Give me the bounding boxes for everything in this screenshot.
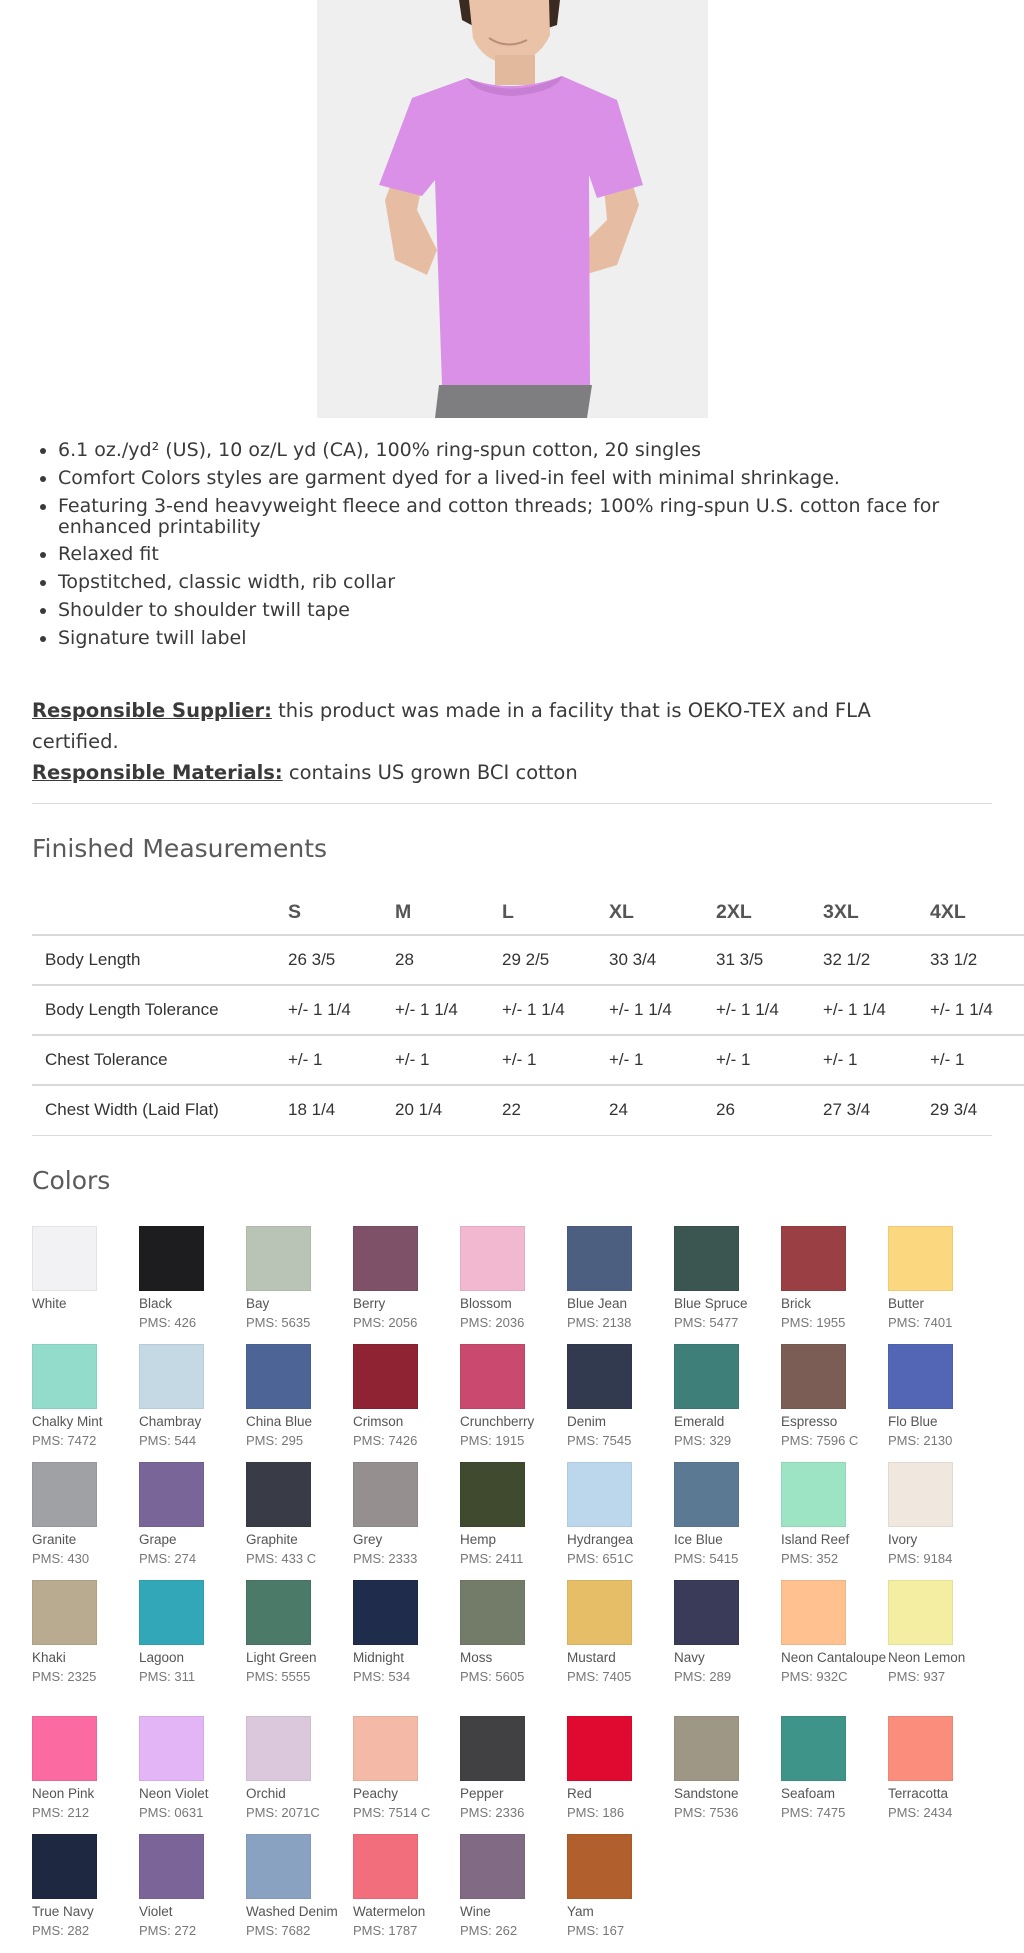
table-row [32, 1085, 1024, 1134]
color-swatch[interactable] [246, 1834, 311, 1899]
color-swatch[interactable] [139, 1226, 204, 1291]
color-pms: PMS: 289 [674, 1669, 732, 1684]
color-pms: PMS: 5635 [246, 1315, 311, 1330]
color-swatch[interactable] [781, 1716, 846, 1781]
color-pms: PMS: 2036 [460, 1315, 525, 1330]
color-pms: PMS: 1955 [781, 1315, 846, 1330]
table-cell: 22 [502, 1085, 609, 1134]
color-swatch-item[interactable] [674, 1580, 781, 1686]
color-name: Neon Cantaloupe [781, 1650, 887, 1665]
color-name: Neon Lemon [888, 1650, 966, 1665]
color-name: Blossom [460, 1296, 512, 1311]
color-swatch-item[interactable] [460, 1834, 567, 1940]
color-pms: PMS: 7426 [353, 1433, 418, 1448]
color-name: Brick [781, 1296, 811, 1311]
color-swatch-item[interactable] [139, 1226, 246, 1332]
color-pms: PMS: 2138 [567, 1315, 632, 1330]
color-swatch[interactable] [567, 1716, 632, 1781]
color-name: Mustard [567, 1650, 616, 1665]
color-swatch-item[interactable] [139, 1580, 246, 1686]
color-pms: PMS: 7472 [32, 1433, 97, 1448]
color-swatch[interactable] [460, 1716, 525, 1781]
color-pms: PMS: 262 [460, 1923, 518, 1938]
color-pms: PMS: 7596 C [781, 1433, 859, 1448]
color-swatch-item[interactable] [781, 1344, 888, 1450]
color-swatch-item[interactable] [460, 1716, 567, 1822]
color-name: Crunchberry [460, 1414, 535, 1429]
color-pms: PMS: 7536 [674, 1805, 739, 1820]
table-row [32, 985, 1024, 1035]
responsible-materials-label: Responsible Materials: [32, 761, 283, 784]
feature-list [32, 440, 1018, 656]
color-swatch-item[interactable] [567, 1580, 674, 1686]
color-swatch-item[interactable] [353, 1226, 460, 1332]
table-cell: +/- 1 [395, 1035, 502, 1085]
color-pms: PMS: 2130 [888, 1433, 953, 1448]
color-swatch[interactable] [460, 1580, 525, 1645]
color-name: Washed Denim [246, 1904, 338, 1919]
color-swatch-item[interactable] [674, 1462, 781, 1568]
table-cell: +/- 1 [930, 1035, 1024, 1085]
color-swatch-item[interactable] [246, 1716, 353, 1822]
responsible-supplier-label: Responsible Supplier: [32, 699, 272, 722]
color-swatch-item[interactable] [353, 1462, 460, 1568]
color-swatch-item[interactable] [888, 1580, 995, 1686]
color-swatch[interactable] [32, 1226, 97, 1291]
color-name: Ice Blue [674, 1532, 723, 1547]
color-swatch-item[interactable] [353, 1580, 460, 1686]
measurements-title: Finished Measurements [32, 834, 328, 863]
color-swatch[interactable] [32, 1716, 97, 1781]
color-swatch-item[interactable] [32, 1580, 139, 1686]
color-pms: PMS: 295 [246, 1433, 304, 1448]
color-swatch[interactable] [139, 1834, 204, 1899]
color-name: Yam [567, 1904, 594, 1919]
responsible-sourcing [32, 695, 932, 788]
color-pms: PMS: 2071C [246, 1805, 320, 1820]
color-name: Ivory [888, 1532, 918, 1547]
color-name: Moss [460, 1650, 493, 1665]
color-swatch-item[interactable] [674, 1716, 781, 1822]
color-pms: PMS: 329 [674, 1433, 732, 1448]
color-swatch[interactable] [353, 1834, 418, 1899]
color-pms: PMS: 212 [32, 1805, 90, 1820]
color-swatch[interactable] [567, 1344, 632, 1409]
table-cell: 24 [609, 1085, 716, 1134]
color-name: Hemp [460, 1532, 497, 1547]
table-row [32, 935, 1024, 985]
color-swatch[interactable] [460, 1834, 525, 1899]
table-cell: +/- 1 1/4 [395, 985, 502, 1035]
feature-item: • 6.1 oz./yd² (US), 10 oz/L yd (CA), 100% ring-spun cotton, 20 singles [58, 440, 1018, 461]
color-pms: PMS: 937 [888, 1669, 946, 1684]
table-cell: +/- 1 1/4 [609, 985, 716, 1035]
color-swatch-item[interactable] [888, 1462, 995, 1568]
feature-item: • Shoulder to shoulder twill tape [58, 600, 1018, 621]
color-pms: PMS: 2411 [460, 1551, 524, 1566]
model-tshirt-illustration [317, 0, 708, 418]
color-pms: PMS: 2333 [353, 1551, 418, 1566]
color-name: Khaki [32, 1650, 66, 1665]
color-pms: PMS: 932C [781, 1669, 848, 1684]
size-header-row [32, 890, 1024, 935]
color-pms: PMS: 1787 [353, 1923, 418, 1938]
color-swatch-item[interactable] [32, 1834, 139, 1940]
color-swatch[interactable] [353, 1462, 418, 1527]
color-swatch-item[interactable] [246, 1580, 353, 1686]
color-swatch[interactable] [246, 1716, 311, 1781]
color-swatch-item[interactable] [460, 1226, 567, 1332]
color-name: Island Reef [781, 1532, 850, 1547]
color-name: Flo Blue [888, 1414, 938, 1429]
feature-item: • Signature twill label [58, 628, 1018, 649]
color-pms: PMS: 2336 [460, 1805, 525, 1820]
color-swatch-item[interactable] [567, 1834, 674, 1940]
color-swatch[interactable] [781, 1462, 846, 1527]
color-swatch[interactable] [781, 1344, 846, 1409]
color-swatch-item[interactable] [781, 1580, 888, 1686]
color-name: China Blue [246, 1414, 313, 1429]
color-name: Espresso [781, 1414, 838, 1429]
color-name: Black [139, 1296, 173, 1311]
color-name: Seafoam [781, 1786, 836, 1801]
table-cell: +/- 1 1/4 [502, 985, 609, 1035]
color-swatch-item[interactable] [567, 1344, 674, 1450]
color-swatch[interactable] [674, 1580, 739, 1645]
color-pms: PMS: 433 C [246, 1551, 317, 1566]
color-pms: PMS: 1915 [460, 1433, 525, 1448]
color-name: Grey [353, 1532, 383, 1547]
table-cell: 18 1/4 [288, 1085, 395, 1134]
table-cell: +/- 1 [609, 1035, 716, 1085]
size-header: S [288, 900, 302, 923]
table-row [32, 1035, 1024, 1085]
color-swatch-item[interactable] [32, 1226, 139, 1313]
color-swatch[interactable] [246, 1226, 311, 1291]
color-pms: PMS: 186 [567, 1805, 625, 1820]
color-pms: PMS: 0631 [139, 1805, 204, 1820]
color-swatch[interactable] [246, 1462, 311, 1527]
color-swatch[interactable] [567, 1580, 632, 1645]
color-name: Violet [139, 1904, 173, 1919]
color-name: Navy [674, 1650, 705, 1665]
color-swatch[interactable] [353, 1716, 418, 1781]
color-name: Midnight [353, 1650, 405, 1665]
color-name: Watermelon [353, 1904, 426, 1919]
color-swatch[interactable] [567, 1226, 632, 1291]
color-swatch-item[interactable] [139, 1716, 246, 1822]
size-header: 2XL [716, 900, 752, 923]
color-swatch[interactable] [888, 1226, 953, 1291]
color-name: Chambray [139, 1414, 202, 1429]
color-pms: PMS: 544 [139, 1433, 197, 1448]
color-swatch[interactable] [674, 1716, 739, 1781]
color-swatch-item[interactable] [460, 1462, 567, 1568]
color-swatch[interactable] [674, 1462, 739, 1527]
size-header: XL [609, 900, 634, 923]
feature-item: • Comfort Colors styles are garment dyed for a lived-in feel with minimal shrinkage. [58, 468, 1018, 489]
table-cell: +/- 1 1/4 [823, 985, 930, 1035]
color-swatch[interactable] [888, 1580, 953, 1645]
feature-item: • Featuring 3-end heavyweight fleece and cotton threads; 100% ring-spun U.S. cotton face for enhanced printability [58, 496, 1018, 538]
size-header: 4XL [930, 900, 966, 923]
color-name: Neon Violet [139, 1786, 209, 1801]
responsible-supplier [32, 695, 932, 757]
color-swatch-item[interactable] [353, 1834, 460, 1940]
color-swatch-item[interactable] [139, 1834, 246, 1940]
color-swatch-item[interactable] [460, 1344, 567, 1450]
color-swatch-item[interactable] [567, 1226, 674, 1332]
color-name: Light Green [246, 1650, 317, 1665]
responsible-supplier-text: this product was made in a facility that is OEKO-TEX and FLA certified. [32, 699, 871, 753]
color-swatch[interactable] [888, 1462, 953, 1527]
color-pms: PMS: 5605 [460, 1669, 525, 1684]
table-cell: 26 3/5 [288, 935, 395, 985]
table-cell: 31 3/5 [716, 935, 823, 985]
color-swatch[interactable] [460, 1462, 525, 1527]
color-pms: PMS: 426 [139, 1315, 197, 1330]
color-pms: PMS: 7405 [567, 1669, 632, 1684]
color-swatch[interactable] [460, 1226, 525, 1291]
color-swatch-item[interactable] [888, 1226, 995, 1332]
table-cell: +/- 1 [716, 1035, 823, 1085]
color-pms: PMS: 7401 [888, 1315, 953, 1330]
table-cell: 33 1/2 [930, 935, 1024, 985]
color-swatch[interactable] [674, 1226, 739, 1291]
color-swatch-item[interactable] [888, 1344, 995, 1450]
color-name: Berry [353, 1296, 386, 1311]
table-cell: +/- 1 [288, 1035, 395, 1085]
color-name: Graphite [246, 1532, 298, 1547]
color-name: White [32, 1296, 67, 1311]
table-cell: 30 3/4 [609, 935, 716, 985]
color-name: Butter [888, 1296, 925, 1311]
color-swatch-item[interactable] [246, 1344, 353, 1450]
color-name: Peachy [353, 1786, 399, 1801]
color-swatch[interactable] [139, 1716, 204, 1781]
color-name: Red [567, 1786, 592, 1801]
color-pms: PMS: 272 [139, 1923, 197, 1938]
size-header-blank [32, 890, 288, 935]
color-swatch[interactable] [460, 1344, 525, 1409]
color-swatch[interactable] [567, 1834, 632, 1899]
color-name: Hydrangea [567, 1532, 634, 1547]
color-pms: PMS: 5555 [246, 1669, 311, 1684]
color-swatch[interactable] [353, 1226, 418, 1291]
color-name: Denim [567, 1414, 607, 1429]
table-cell: +/- 1 [823, 1035, 930, 1085]
table-cell: +/- 1 1/4 [930, 985, 1024, 1035]
color-pms: PMS: 7475 [781, 1805, 846, 1820]
color-swatch[interactable] [888, 1716, 953, 1781]
table-cell: 29 3/4 [930, 1085, 1024, 1134]
color-swatch[interactable] [888, 1344, 953, 1409]
color-swatch[interactable] [139, 1580, 204, 1645]
feature-item: • Topstitched, classic width, rib collar [58, 572, 1018, 593]
color-swatch-item[interactable] [674, 1226, 781, 1332]
color-pms: PMS: 5415 [674, 1551, 739, 1566]
color-swatch-item[interactable] [246, 1226, 353, 1332]
color-name: Crimson [353, 1414, 404, 1429]
color-swatch-item[interactable] [32, 1344, 139, 1450]
color-swatch-item[interactable] [674, 1344, 781, 1450]
colors-title: Colors [32, 1166, 111, 1195]
size-header: 3XL [823, 900, 859, 923]
divider [32, 1135, 992, 1136]
color-swatch[interactable] [32, 1462, 97, 1527]
color-pms: PMS: 274 [139, 1551, 197, 1566]
color-swatch-item[interactable] [353, 1716, 460, 1822]
color-swatch[interactable] [353, 1580, 418, 1645]
color-pms: PMS: 651C [567, 1551, 634, 1566]
color-name: Wine [460, 1904, 491, 1919]
color-name: Sandstone [674, 1786, 739, 1801]
color-pms: PMS: 430 [32, 1551, 90, 1566]
color-name: Lagoon [139, 1650, 185, 1665]
table-cell: 20 1/4 [395, 1085, 502, 1134]
table-cell: 26 [716, 1085, 823, 1134]
color-swatch[interactable] [32, 1580, 97, 1645]
color-swatch-item[interactable] [353, 1344, 460, 1450]
color-name: Emerald [674, 1414, 725, 1429]
color-pms: PMS: 352 [781, 1551, 839, 1566]
color-name: Orchid [246, 1786, 286, 1801]
color-swatch-item[interactable] [139, 1462, 246, 1568]
color-pms: PMS: 534 [353, 1669, 411, 1684]
color-pms: PMS: 9184 [888, 1551, 953, 1566]
measurements-table [32, 890, 1024, 1134]
responsible-materials [32, 757, 932, 788]
color-name: Neon Pink [32, 1786, 95, 1801]
table-cell: +/- 1 [502, 1035, 609, 1085]
color-name: Granite [32, 1532, 77, 1547]
color-pms: PMS: 7545 [567, 1433, 632, 1448]
color-swatch-item[interactable] [246, 1462, 353, 1568]
color-swatch-item[interactable] [781, 1716, 888, 1822]
color-swatch-item[interactable] [781, 1462, 888, 1568]
color-swatch-item[interactable] [139, 1344, 246, 1450]
table-cell: 32 1/2 [823, 935, 930, 985]
product-image [317, 0, 708, 418]
table-cell: +/- 1 1/4 [288, 985, 395, 1035]
color-swatch-item[interactable] [567, 1462, 674, 1568]
color-name: Grape [139, 1532, 177, 1547]
size-header: M [395, 900, 412, 923]
color-swatch-item[interactable] [567, 1716, 674, 1822]
color-pms: PMS: 2325 [32, 1669, 97, 1684]
color-swatch[interactable] [139, 1344, 204, 1409]
color-swatch[interactable] [781, 1226, 846, 1291]
color-name: Terracotta [888, 1786, 949, 1801]
color-swatch[interactable] [674, 1344, 739, 1409]
table-cell: +/- 1 1/4 [716, 985, 823, 1035]
color-pms: PMS: 282 [32, 1923, 90, 1938]
row-label: Chest Tolerance [32, 1035, 288, 1085]
color-pms: PMS: 7514 C [353, 1805, 431, 1820]
color-pms: PMS: 167 [567, 1923, 625, 1938]
color-swatch[interactable] [781, 1580, 846, 1645]
color-name: Blue Spruce [674, 1296, 748, 1311]
color-swatch[interactable] [353, 1344, 418, 1409]
color-swatch[interactable] [246, 1344, 311, 1409]
color-swatch-item[interactable] [781, 1226, 888, 1332]
row-label: Body Length Tolerance [32, 985, 288, 1035]
responsible-materials-text: contains US grown BCI cotton [282, 761, 578, 784]
size-header: L [502, 900, 514, 923]
feature-item: • Relaxed fit [58, 544, 1018, 565]
color-swatch[interactable] [567, 1462, 632, 1527]
divider [32, 803, 992, 804]
table-cell: 28 [395, 935, 502, 985]
color-swatch-item[interactable] [460, 1580, 567, 1686]
color-name: Blue Jean [567, 1296, 628, 1311]
color-swatch[interactable] [32, 1834, 97, 1899]
color-swatch-item[interactable] [32, 1462, 139, 1568]
color-pms: PMS: 2056 [353, 1315, 418, 1330]
row-label: Chest Width (Laid Flat) [32, 1085, 288, 1134]
color-swatch[interactable] [246, 1580, 311, 1645]
table-cell: 29 2/5 [502, 935, 609, 985]
color-pms: PMS: 2434 [888, 1805, 953, 1820]
color-pms: PMS: 5477 [674, 1315, 739, 1330]
color-pms: PMS: 7682 [246, 1923, 311, 1938]
color-swatch-item[interactable] [888, 1716, 995, 1822]
table-cell: 27 3/4 [823, 1085, 930, 1134]
color-pms: PMS: 311 [139, 1669, 196, 1684]
color-swatch-item[interactable] [32, 1716, 139, 1822]
color-swatch[interactable] [139, 1462, 204, 1527]
color-name: Chalky Mint [32, 1414, 103, 1429]
color-swatch[interactable] [32, 1344, 97, 1409]
color-name: True Navy [32, 1904, 94, 1919]
color-swatch-item[interactable] [246, 1834, 353, 1940]
row-label: Body Length [32, 935, 288, 985]
color-name: Bay [246, 1296, 270, 1311]
color-name: Pepper [460, 1786, 504, 1801]
